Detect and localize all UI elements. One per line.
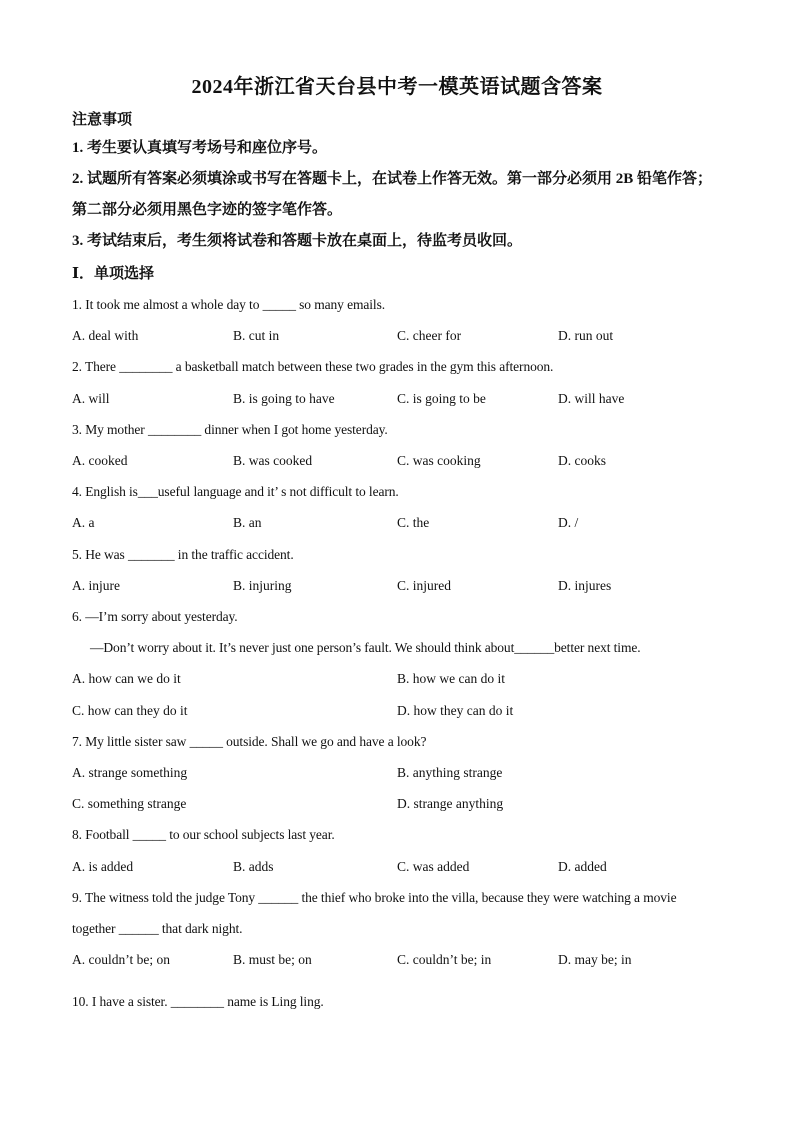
q1-option-a: A. deal with [72, 328, 139, 343]
q2-option-d: D. will have [558, 391, 625, 406]
q4-option-d: D. / [558, 515, 579, 530]
section-heading: Ⅰ．单项选择 [72, 266, 155, 282]
q8-option-b: B. adds [233, 859, 274, 874]
q4-option-c: C. the [397, 515, 430, 530]
q7-option-b: B. anything strange [397, 765, 503, 780]
page-title: 2024年浙江省天台县中考一模英语试题含答案 [191, 76, 603, 98]
q2-option-b: B. is going to have [233, 391, 335, 406]
q2-option-a: A. will [72, 391, 110, 406]
q9-option-c: C. couldn’t be; in [397, 952, 492, 967]
question-8: 8. Football _____ to our school subjects last year. [72, 827, 335, 842]
q3-option-a: A. cooked [72, 453, 128, 468]
q3-option-c: C. was cooking [397, 453, 481, 468]
notice-rule-2: 2. 试题所有答案必须填涂或书写在答题卡上，在试卷上作答无效。第一部分必须用 2B 铅笔作答；第二部分必须用黑色字迹的签字笔作答。 [72, 171, 713, 218]
q7-option-c: C. something strange [72, 796, 187, 811]
question-6-reply: —Don’t worry about it. It’s never just one person’s fault. We should think about______better next time. [90, 640, 641, 655]
q1-option-b: B. cut in [233, 328, 280, 343]
q6-option-a: A. how can we do it [72, 671, 181, 686]
q6-option-c: C. how can they do it [72, 703, 188, 718]
notice-heading: 注意事项 [72, 112, 133, 128]
q5-option-c: C. injured [397, 578, 451, 593]
q3-option-d: D. cooks [558, 453, 606, 468]
question-2: 2. There ________ a basketball match between these two grades in the gym this afternoon. [72, 359, 554, 374]
q7-option-d: D. strange anything [397, 796, 504, 811]
q9-option-d: D. may be; in [558, 952, 632, 967]
q8-option-a: A. is added [72, 859, 134, 874]
question-5: 5. He was _______ in the traffic accident. [72, 547, 294, 562]
q2-option-c: C. is going to be [397, 391, 486, 406]
q6-option-d: D. how they can do it [397, 703, 514, 718]
notice-rule-1: 1. 考生要认真填写考场号和座位序号。 [72, 140, 328, 156]
q9-option-b: B. must be; on [233, 952, 312, 967]
q3-option-b: B. was cooked [233, 453, 313, 468]
question-9: 9. The witness told the judge Tony ______ the thief who broke into the villa, because they were watching a movie [72, 890, 677, 905]
question-7: 7. My little sister saw _____ outside. Shall we go and have a look? [72, 734, 427, 749]
q9-option-a: A. couldn’t be; on [72, 952, 170, 967]
question-4: 4. English is___useful language and it’ s not difficult to learn. [72, 484, 399, 499]
q5-option-d: D. injures [558, 578, 612, 593]
question-6: 6. —I’m sorry about yesterday. [72, 609, 238, 624]
q4-option-b: B. an [233, 515, 262, 530]
question-1: 1. It took me almost a whole day to _____ so many emails. [72, 297, 386, 312]
q1-option-d: D. run out [558, 328, 614, 343]
question-9-cont: together ______ that dark night. [72, 921, 243, 936]
q7-option-a: A. strange something [72, 765, 188, 780]
q4-option-a: A. a [72, 515, 95, 530]
q8-option-c: C. was added [397, 859, 470, 874]
question-3: 3. My mother ________ dinner when I got home yesterday. [72, 422, 388, 437]
q6-option-b: B. how we can do it [397, 671, 505, 686]
q8-option-d: D. added [558, 859, 607, 874]
question-10: 10. I have a sister. ________ name is Ling ling. [72, 994, 324, 1009]
q1-option-c: C. cheer for [397, 328, 462, 343]
q5-option-b: B. injuring [233, 578, 292, 593]
q5-option-a: A. injure [72, 578, 120, 593]
notice-rule-3: 3. 考试结束后，考生须将试卷和答题卡放在桌面上，待监考员收回。 [72, 233, 523, 249]
